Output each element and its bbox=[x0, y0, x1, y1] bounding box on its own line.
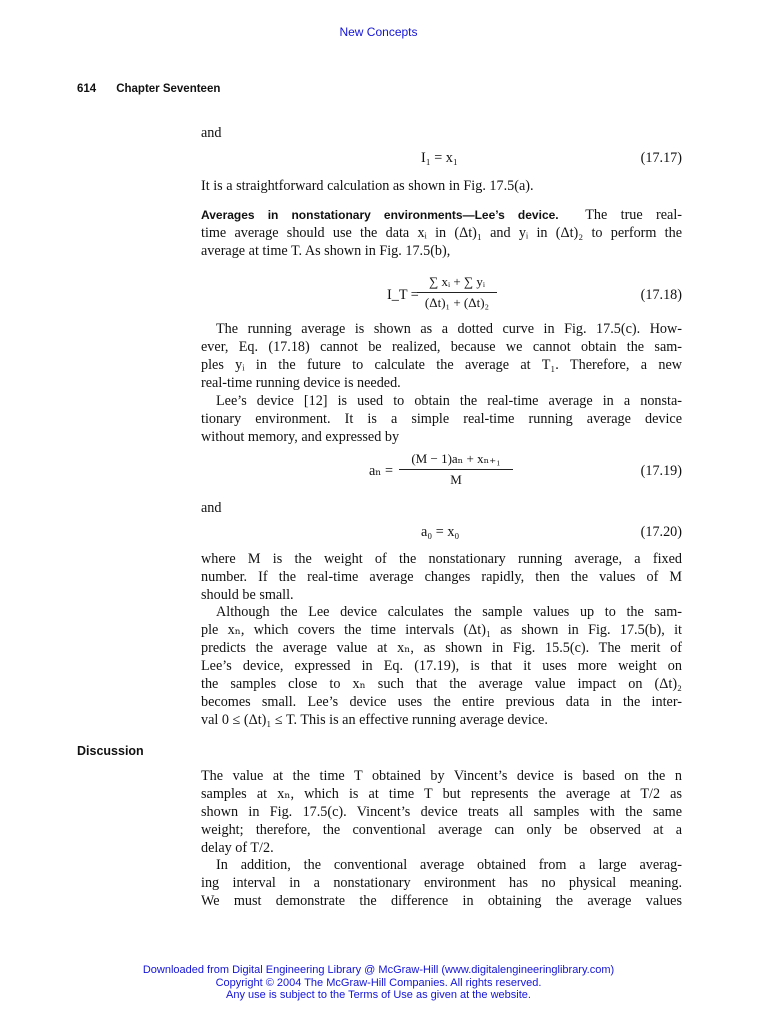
equation-17-20-lhs: a₀ = x₀ bbox=[421, 524, 460, 540]
discussion-heading: Discussion bbox=[77, 744, 144, 758]
equation-17-18-fraction bbox=[417, 274, 497, 311]
paragraph-running-average: The running average is shown as a dotted curve in Fig. 17.5(c). How- ever, Eq. (17.18) cannot be realized, because we cannot obtain the sam- ples yᵢ in the future to calculate the average at T₁. Therefore, a new real-time running device is needed. bbox=[201, 321, 682, 391]
equation-17-19 bbox=[201, 451, 682, 495]
paragraph-lee-heading: Averages in nonstationary environments—Lee’s device. The true real- time average should use the data xᵢ in (Δt)₁ and yᵢ in (Δt)₂ to perform the average at time T. As shown in Fig. 17.5(b), bbox=[201, 207, 682, 259]
and-text-1: and bbox=[201, 125, 222, 141]
equation-17-18 bbox=[201, 274, 682, 318]
footer-notice[interactable] bbox=[0, 964, 757, 1002]
equation-17-17-number: (17.17) bbox=[640, 150, 682, 166]
paragraph-lee-device: Lee’s device [12] is used to obtain the real-time average in a nonsta- tionary environment. It is a simple real-time running average device without memory, and expressed by bbox=[201, 393, 682, 445]
equation-17-17 bbox=[201, 150, 682, 170]
paragraph-discussion-value: The value at the time T obtained by Vincent’s device is based on the n samples at xₙ, which is at time T but represents the average at T/2 as shown in Fig. 17.5(c). Vincent’s device treats all samples with the same weight; therefore, the conventional average can only be observed at a delay of T/2. bbox=[201, 768, 682, 856]
equation-17-18-numerator: ∑ xᵢ + ∑ yᵢ bbox=[417, 274, 497, 293]
footer-line-download[interactable]: Downloaded from Digital Engineering Library @ McGraw-Hill (www.digitalengineeringlibrary.com) bbox=[142, 964, 615, 976]
footer-line-copyright: Copyright © 2004 The McGraw-Hill Companies. All rights reserved. bbox=[215, 976, 542, 989]
equation-17-19-fraction bbox=[399, 451, 513, 488]
paragraph-discussion-addition: In addition, the conventional average obtained from a large averag- ing interval in a nonstationary environment has no physical meaning. We must demonstrate the difference in obtaining the average values bbox=[201, 857, 682, 909]
footer-line-terms[interactable]: Any use is subject to the Terms of Use as given at the website. bbox=[226, 989, 531, 1001]
equation-17-20 bbox=[201, 524, 682, 544]
paragraph-weight: where M is the weight of the nonstationary running average, a fixed number. If the real-time average changes rapidly, then the values of M should be small. bbox=[201, 551, 682, 603]
equation-17-20-number: (17.20) bbox=[640, 524, 682, 540]
running-head bbox=[77, 83, 220, 95]
equation-17-18-denominator: (Δt)₁ + (Δt)₂ bbox=[424, 295, 490, 310]
equation-17-19-numerator: (M − 1)aₙ + xₙ₊₁ bbox=[399, 451, 513, 470]
paragraph-straightforward: It is a straightforward calculation as shown in Fig. 17.5(a). bbox=[201, 178, 534, 194]
top-link-new-concepts[interactable]: New Concepts bbox=[339, 25, 418, 39]
and-text-2: and bbox=[201, 500, 222, 516]
equation-17-18-lhs: I_T = bbox=[387, 287, 419, 303]
section-heading-nonstationary: Averages in nonstationary environments—Lee’s device. bbox=[201, 208, 559, 222]
equation-17-17-lhs: I₁ = x₁ bbox=[421, 150, 458, 166]
equation-17-18-number: (17.18) bbox=[640, 287, 682, 303]
equation-17-19-lhs: aₙ = bbox=[369, 463, 393, 479]
equation-17-19-denominator: M bbox=[450, 472, 462, 487]
paragraph-although: Although the Lee device calculates the sample values up to the sam- ple xₙ, which covers the time intervals (Δt)₁ as shown in Fig. 17.5(b), it predicts the average value at xₙ, as shown in Fig. 15.5(c). The merit of Lee’s device, expressed in Eq. (17.19), is that it uses more weight on the samples close to xₙ such that the average value impact on (Δt)₂ becomes small. Lee’s device uses the entire previous data in the inter- val 0 ≤ (Δt)₁ ≤ T. This is an effective running average device. bbox=[201, 604, 682, 728]
chapter-title: Chapter Seventeen bbox=[116, 83, 221, 95]
page-number: 614 bbox=[77, 83, 97, 95]
equation-17-19-number: (17.19) bbox=[640, 463, 682, 479]
